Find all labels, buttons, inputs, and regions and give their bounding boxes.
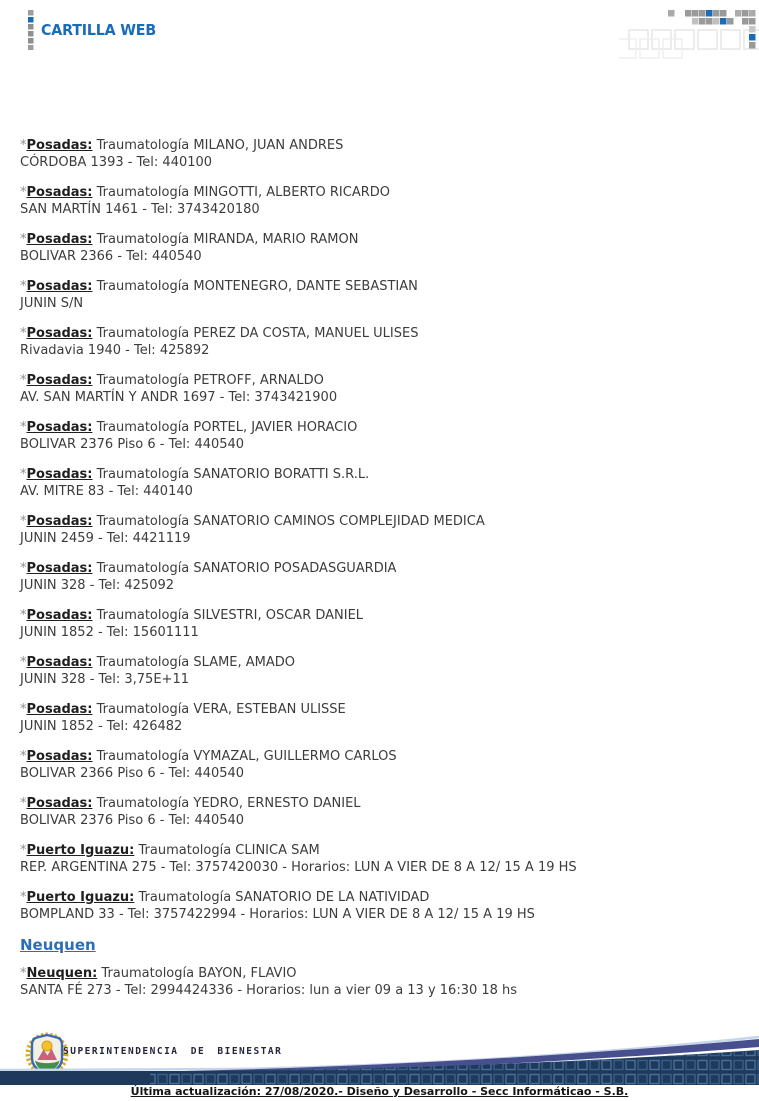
entry-provider-text: Traumatología SANATORIO CAMINOS COMPLEJIDAD MEDICA bbox=[92, 514, 485, 529]
entry-marker: * bbox=[20, 185, 27, 200]
entry-provider-text: Traumatología MONTENEGRO, DANTE SEBASTIAN bbox=[92, 279, 418, 294]
entry-address-line: BOLIVAR 2376 Piso 6 - Tel: 440540 bbox=[20, 813, 245, 828]
entry-marker: * bbox=[20, 702, 27, 717]
entry-title-line bbox=[20, 466, 743, 483]
entry-marker: * bbox=[20, 561, 27, 576]
entry-city-label: Posadas: bbox=[26, 702, 93, 717]
entry-city-label: Posadas: bbox=[26, 655, 93, 670]
entry-address-line: AV. SAN MARTÍN Y ANDR 1697 - Tel: 3743421900 bbox=[20, 390, 338, 405]
entry-title-line bbox=[20, 842, 743, 859]
entry-city-label: Posadas: bbox=[26, 138, 93, 153]
entry-address-line: CÓRDOBA 1393 - Tel: 440100 bbox=[20, 155, 213, 170]
provider-entry bbox=[20, 701, 743, 735]
entry-provider-text: Traumatología MIRANDA, MARIO RAMON bbox=[92, 232, 359, 247]
entry-title-line bbox=[20, 513, 743, 530]
provider-entry bbox=[20, 325, 743, 359]
entry-title-line bbox=[20, 795, 743, 812]
entry-provider-text: Traumatología PETROFF, ARNALDO bbox=[92, 373, 324, 388]
entry-provider-text: Traumatología SANATORIO POSADASGUARDIA bbox=[92, 561, 397, 576]
entry-address-line: JUNIN 1852 - Tel: 15601111 bbox=[20, 625, 199, 640]
provider-entry bbox=[20, 560, 743, 594]
footer-wave bbox=[0, 1030, 759, 1086]
entry-marker: * bbox=[20, 279, 27, 294]
entry-provider-text: Traumatología MILANO, JUAN ANDRES bbox=[92, 138, 344, 153]
entry-city-label: Posadas: bbox=[26, 185, 93, 200]
entry-provider-text: Traumatología SANATORIO BORATTI S.R.L. bbox=[92, 467, 370, 482]
entry-address-line: BOLIVAR 2366 - Tel: 440540 bbox=[20, 249, 202, 264]
entry-marker: * bbox=[20, 796, 27, 811]
entry-city-label: Posadas: bbox=[26, 420, 93, 435]
entry-address-line: JUNIN S/N bbox=[20, 296, 84, 311]
entry-city-label: Posadas: bbox=[26, 796, 93, 811]
provider-entry bbox=[20, 466, 743, 500]
provider-entry bbox=[20, 231, 743, 265]
entry-address-line: JUNIN 1852 - Tel: 426482 bbox=[20, 719, 183, 734]
entry-marker: * bbox=[20, 608, 27, 623]
entry-title-line bbox=[20, 748, 743, 765]
entry-city-label: Posadas: bbox=[26, 373, 93, 388]
section-heading-link[interactable]: Neuquen bbox=[20, 936, 96, 954]
entry-title-line bbox=[20, 560, 743, 577]
entry-address-line: SAN MARTÍN 1461 - Tel: 3743420180 bbox=[20, 202, 260, 217]
stacked-squares-icon bbox=[27, 10, 35, 50]
provider-list bbox=[20, 137, 743, 1012]
entry-title-line bbox=[20, 654, 743, 671]
provider-entry bbox=[20, 842, 743, 876]
provider-entry bbox=[20, 889, 743, 923]
entry-marker: * bbox=[20, 749, 27, 764]
provider-entry bbox=[20, 372, 743, 406]
entry-title-line bbox=[20, 965, 743, 982]
entry-address-line: JUNIN 328 - Tel: 425092 bbox=[20, 578, 175, 593]
app-title: CARTILLA WEB bbox=[41, 21, 157, 39]
entry-title-line bbox=[20, 372, 743, 389]
entry-city-label: Posadas: bbox=[26, 749, 93, 764]
entry-provider-text: Traumatología PORTEL, JAVIER HORACIO bbox=[92, 420, 358, 435]
entry-address-line: BOMPLAND 33 - Tel: 3757422994 - Horarios: LUN A VIER DE 8 A 12/ 15 A 19 HS bbox=[20, 907, 535, 922]
provider-entry bbox=[20, 748, 743, 782]
entry-provider-text: Traumatología BAYON, FLAVIO bbox=[97, 966, 297, 981]
entry-title-line bbox=[20, 231, 743, 248]
entry-marker: * bbox=[20, 890, 27, 905]
entry-city-label: Posadas: bbox=[26, 514, 93, 529]
entry-provider-text: Traumatología SLAME, AMADO bbox=[92, 655, 296, 670]
entry-address-line: BOLIVAR 2366 Piso 6 - Tel: 440540 bbox=[20, 766, 245, 781]
entry-title-line bbox=[20, 278, 743, 295]
entry-provider-text: Traumatología VYMAZAL, GUILLERMO CARLOS bbox=[92, 749, 397, 764]
entry-address-line: JUNIN 328 - Tel: 3,75E+11 bbox=[20, 672, 189, 687]
entry-marker: * bbox=[20, 326, 27, 341]
entry-city-label: Posadas: bbox=[26, 467, 93, 482]
entry-title-line bbox=[20, 889, 743, 906]
entry-marker: * bbox=[20, 232, 27, 247]
entry-provider-text: Traumatología PEREZ DA COSTA, MANUEL ULISES bbox=[92, 326, 419, 341]
entry-marker: * bbox=[20, 467, 27, 482]
provider-entry bbox=[20, 184, 743, 218]
provider-entry bbox=[20, 513, 743, 547]
entry-address-line: BOLIVAR 2376 Piso 6 - Tel: 440540 bbox=[20, 437, 245, 452]
entry-marker: * bbox=[20, 138, 27, 153]
provider-entry bbox=[20, 137, 743, 171]
entry-provider-text: Traumatología CLINICA SAM bbox=[134, 843, 320, 858]
entry-provider-text: Traumatología SILVESTRI, OSCAR DANIEL bbox=[92, 608, 364, 623]
last-updated-text: Última actualización: 27/08/2020.- Diseño y Desarrollo - Secc Informáticao - S.B. bbox=[130, 1085, 629, 1098]
entry-provider-text: Traumatología VERA, ESTEBAN ULISSE bbox=[92, 702, 346, 717]
entry-marker: * bbox=[20, 843, 27, 858]
entry-city-label: Posadas: bbox=[26, 326, 93, 341]
entry-title-line bbox=[20, 419, 743, 436]
provider-entry bbox=[20, 795, 743, 829]
entry-title-line bbox=[20, 607, 743, 624]
entry-city-label: Neuquen: bbox=[26, 966, 98, 981]
entry-title-line bbox=[20, 325, 743, 342]
entry-city-label: Puerto Iguazu: bbox=[26, 890, 135, 905]
entry-address-line: REP. ARGENTINA 275 - Tel: 3757420030 - Horarios: LUN A VIER DE 8 A 12/ 15 A 19 HS bbox=[20, 860, 577, 875]
pixel-mosaic-icon bbox=[619, 6, 759, 64]
provider-entry bbox=[20, 419, 743, 453]
entry-address-line: Rivadavia 1940 - Tel: 425892 bbox=[20, 343, 210, 358]
entry-title-line bbox=[20, 137, 743, 154]
bottom-bar bbox=[0, 1085, 759, 1098]
entry-marker: * bbox=[20, 966, 27, 981]
provider-entry bbox=[20, 607, 743, 641]
entry-title-line bbox=[20, 701, 743, 718]
entry-provider-text: Traumatología MINGOTTI, ALBERTO RICARDO bbox=[92, 185, 391, 200]
entry-title-line bbox=[20, 184, 743, 201]
entry-marker: * bbox=[20, 373, 27, 388]
entry-marker: * bbox=[20, 420, 27, 435]
entry-provider-text: Traumatología SANATORIO DE LA NATIVIDAD bbox=[134, 890, 430, 905]
entry-address-line: SANTA FÉ 273 - Tel: 2994424336 - Horarios: lun a vier 09 a 13 y 16:30 18 hs bbox=[20, 983, 518, 998]
entry-city-label: Posadas: bbox=[26, 232, 93, 247]
entry-city-label: Puerto Iguazu: bbox=[26, 843, 135, 858]
entry-city-label: Posadas: bbox=[26, 561, 93, 576]
provider-entry bbox=[20, 654, 743, 688]
entry-address-line: JUNIN 2459 - Tel: 4421119 bbox=[20, 531, 191, 546]
entry-marker: * bbox=[20, 514, 27, 529]
entry-marker: * bbox=[20, 655, 27, 670]
entry-provider-text: Traumatología YEDRO, ERNESTO DANIEL bbox=[92, 796, 361, 811]
entry-city-label: Posadas: bbox=[26, 279, 93, 294]
entry-address-line: AV. MITRE 83 - Tel: 440140 bbox=[20, 484, 193, 499]
organization-name: SUPERINTENDENCIA DE BIENESTAR bbox=[63, 1046, 283, 1057]
provider-entry bbox=[20, 965, 743, 999]
provider-entry bbox=[20, 278, 743, 312]
entry-city-label: Posadas: bbox=[26, 608, 93, 623]
